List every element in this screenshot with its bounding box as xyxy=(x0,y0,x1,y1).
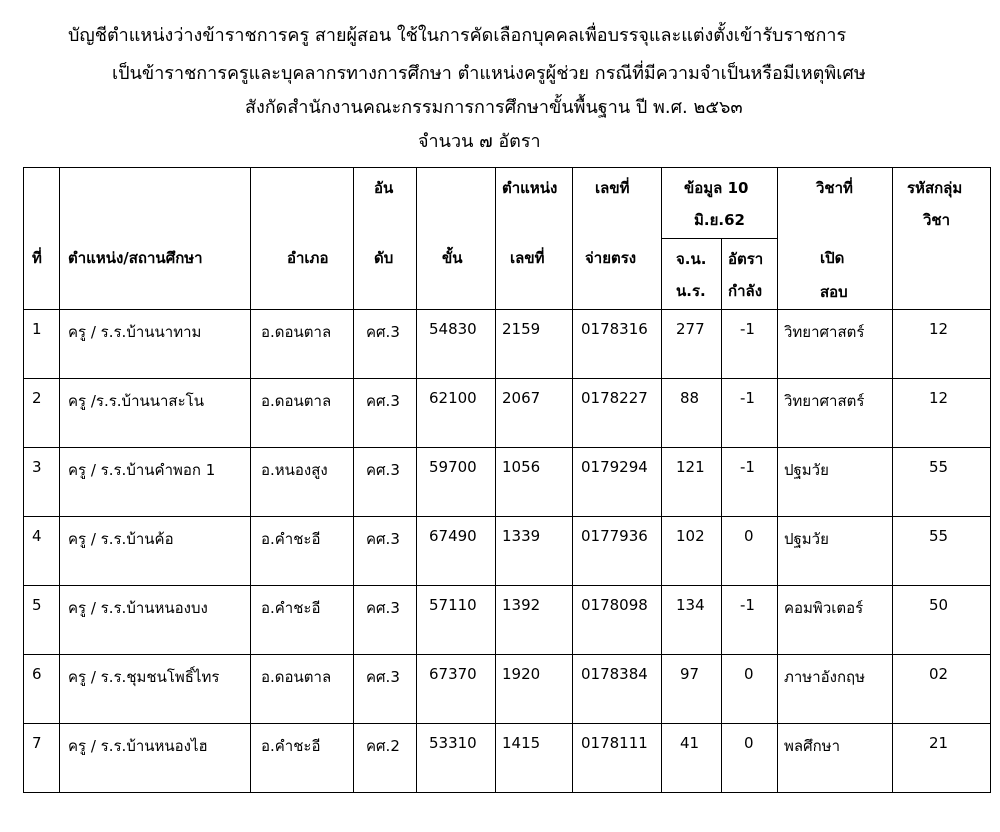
header-subject-bottom: สอบ xyxy=(820,283,848,301)
header-students xyxy=(662,239,722,310)
cell-step: 53310 xyxy=(417,724,496,793)
header-position-school xyxy=(60,168,251,310)
header-rank xyxy=(354,168,417,310)
cell-step: 67370 xyxy=(417,655,496,724)
table-row xyxy=(24,448,991,517)
header-rate xyxy=(722,239,778,310)
header-position-no-bottom: เลขที่ xyxy=(510,249,545,267)
table-row xyxy=(24,655,991,724)
document-title-line-1: บัญชีตำแหน่งว่างข้าราชการครู สายผู้สอน ใช้ในการคัดเลือกบุคคลเพื่อบรรจุและแต่งตั้งเข้ารับราชการ xyxy=(68,25,847,46)
cell-students: 277 xyxy=(662,310,722,379)
cell-position-no: 1920 xyxy=(496,655,573,724)
header-data-group xyxy=(662,168,778,239)
cell-rank: คศ.3 xyxy=(354,379,417,448)
header-pay-no-bottom: จ่ายตรง xyxy=(585,249,637,267)
cell-group-code: 21 xyxy=(893,724,991,793)
header-no-label: ที่ xyxy=(32,249,42,267)
cell-rank: คศ.3 xyxy=(354,655,417,724)
header-data-group-bottom: มิ.ย.62 xyxy=(694,211,745,229)
header-step xyxy=(417,168,496,310)
cell-subject: วิทยาศาสตร์ xyxy=(778,379,893,448)
cell-group-code: 55 xyxy=(893,517,991,586)
cell-district: อ.ดอนตาล xyxy=(251,655,354,724)
cell-no: 1 xyxy=(24,310,60,379)
table-row xyxy=(24,310,991,379)
cell-district: อ.หนองสูง xyxy=(251,448,354,517)
cell-position-no: 1056 xyxy=(496,448,573,517)
header-subject-mid: เปิด xyxy=(820,249,845,267)
document-title-count: จำนวน ๗ อัตรา xyxy=(418,131,541,152)
table-row xyxy=(24,586,991,655)
cell-position-no: 1415 xyxy=(496,724,573,793)
cell-step: 57110 xyxy=(417,586,496,655)
cell-group-code: 12 xyxy=(893,379,991,448)
cell-rate: 0 xyxy=(722,655,778,724)
cell-no: 6 xyxy=(24,655,60,724)
header-step-label: ขั้น xyxy=(442,249,463,267)
cell-no: 5 xyxy=(24,586,60,655)
cell-district: อ.ดอนตาล xyxy=(251,310,354,379)
cell-position-no: 2067 xyxy=(496,379,573,448)
table-row xyxy=(24,724,991,793)
cell-subject: วิทยาศาสตร์ xyxy=(778,310,893,379)
cell-district: อ.คำชะอี xyxy=(251,517,354,586)
cell-step: 54830 xyxy=(417,310,496,379)
cell-group-code: 12 xyxy=(893,310,991,379)
cell-position-no: 1339 xyxy=(496,517,573,586)
cell-school: ครู /ร.ร.บ้านนาสะโน xyxy=(60,379,251,448)
header-subject xyxy=(778,168,893,310)
table-row xyxy=(24,517,991,586)
cell-district: อ.คำชะอี xyxy=(251,586,354,655)
header-position-school-label: ตำแหน่ง/สถานศึกษา xyxy=(68,249,203,267)
header-group-code xyxy=(893,168,991,310)
cell-step: 67490 xyxy=(417,517,496,586)
cell-pay-no: 0178384 xyxy=(573,655,662,724)
cell-rank: คศ.3 xyxy=(354,310,417,379)
cell-step: 62100 xyxy=(417,379,496,448)
cell-rate: 0 xyxy=(722,517,778,586)
header-rank-bottom: ดับ xyxy=(374,249,394,267)
cell-rank: คศ.3 xyxy=(354,586,417,655)
cell-no: 2 xyxy=(24,379,60,448)
cell-subject: ภาษาอังกฤษ xyxy=(778,655,893,724)
cell-school: ครู / ร.ร.บ้านค้อ xyxy=(60,517,251,586)
header-pay-no-top: เลขที่ xyxy=(595,179,630,197)
cell-rate: -1 xyxy=(722,310,778,379)
document-title-line-3: สังกัดสำนักงานคณะกรรมการการศึกษาขั้นพื้นฐาน ปี พ.ศ. ๒๕๖๓ xyxy=(245,97,743,118)
cell-students: 97 xyxy=(662,655,722,724)
cell-subject: คอมพิวเตอร์ xyxy=(778,586,893,655)
cell-subject: ปฐมวัย xyxy=(778,517,893,586)
header-district-label: อำเภอ xyxy=(287,249,329,267)
header-position-no-top: ตำแหน่ง xyxy=(502,179,558,197)
header-students-top: จ.น. xyxy=(676,250,707,268)
cell-school: ครู / ร.ร.บ้านหนองไฮ xyxy=(60,724,251,793)
cell-students: 121 xyxy=(662,448,722,517)
cell-students: 88 xyxy=(662,379,722,448)
cell-school: ครู / ร.ร.บ้านหนองบง xyxy=(60,586,251,655)
cell-subject: ปฐมวัย xyxy=(778,448,893,517)
cell-rank: คศ.3 xyxy=(354,448,417,517)
cell-rate: 0 xyxy=(722,724,778,793)
vacancy-table xyxy=(23,167,991,793)
cell-students: 134 xyxy=(662,586,722,655)
header-rate-top: อัตรา xyxy=(728,250,764,268)
cell-rank: คศ.2 xyxy=(354,724,417,793)
header-rate-bottom: กำลัง xyxy=(728,282,763,300)
cell-rank: คศ.3 xyxy=(354,517,417,586)
header-position-no xyxy=(496,168,573,310)
cell-position-no: 1392 xyxy=(496,586,573,655)
header-no xyxy=(24,168,60,310)
cell-no: 7 xyxy=(24,724,60,793)
cell-district: อ.ดอนตาล xyxy=(251,379,354,448)
header-group-code-bottom: วิชา xyxy=(923,211,951,229)
cell-pay-no: 0177936 xyxy=(573,517,662,586)
cell-rate: -1 xyxy=(722,448,778,517)
cell-pay-no: 0178098 xyxy=(573,586,662,655)
header-district xyxy=(251,168,354,310)
cell-step: 59700 xyxy=(417,448,496,517)
cell-pay-no: 0178227 xyxy=(573,379,662,448)
cell-pay-no: 0179294 xyxy=(573,448,662,517)
cell-rate: -1 xyxy=(722,586,778,655)
document-title-line-2: เป็นข้าราชการครูและบุคลากรทางการศึกษา ตำแหน่งครูผู้ช่วย กรณีที่มีความจำเป็นหรือมีเหตุพิเศษ xyxy=(112,63,866,84)
cell-school: ครู / ร.ร.บ้านคำพอก 1 xyxy=(60,448,251,517)
header-pay-no xyxy=(573,168,662,310)
cell-students: 102 xyxy=(662,517,722,586)
header-data-group-top: ข้อมูล 10 xyxy=(684,179,749,197)
cell-school: ครู / ร.ร.ชุมชนโพธิ์ไทร xyxy=(60,655,251,724)
header-students-bottom: น.ร. xyxy=(676,282,706,300)
header-rank-top: อัน xyxy=(374,179,394,197)
cell-group-code: 02 xyxy=(893,655,991,724)
cell-students: 41 xyxy=(662,724,722,793)
cell-pay-no: 0178316 xyxy=(573,310,662,379)
header-subject-top: วิชาที่ xyxy=(816,179,853,197)
cell-district: อ.คำชะอี xyxy=(251,724,354,793)
cell-no: 4 xyxy=(24,517,60,586)
cell-subject: พลศึกษา xyxy=(778,724,893,793)
cell-school: ครู / ร.ร.บ้านนาทาม xyxy=(60,310,251,379)
cell-rate: -1 xyxy=(722,379,778,448)
cell-no: 3 xyxy=(24,448,60,517)
table-row xyxy=(24,379,991,448)
cell-group-code: 55 xyxy=(893,448,991,517)
cell-position-no: 2159 xyxy=(496,310,573,379)
cell-group-code: 50 xyxy=(893,586,991,655)
cell-pay-no: 0178111 xyxy=(573,724,662,793)
header-group-code-top: รหัสกลุ่ม xyxy=(907,179,963,197)
